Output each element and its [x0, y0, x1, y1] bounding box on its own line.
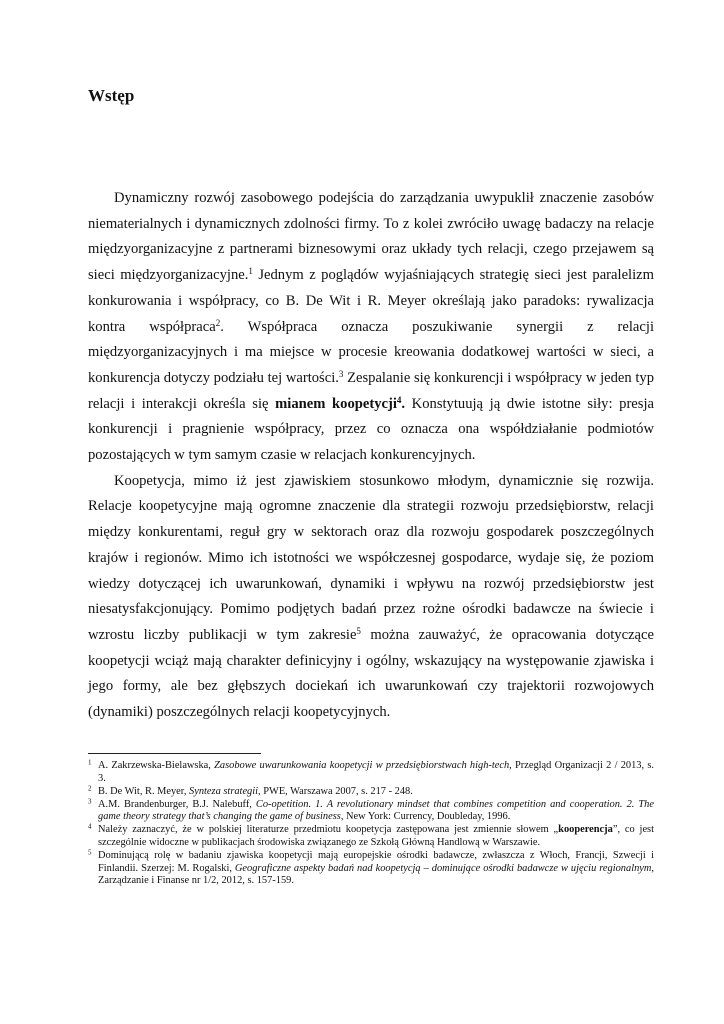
footnote-ref-2: 2: [215, 317, 221, 328]
footnote-text: , PWE, Warszawa 2007, s. 217 - 248.: [258, 785, 413, 797]
p1-text-2: Jednym z poglądów wyjaśniających strategię sieci jest paralelizm konkurowania i współpracy, co B. De Wit i R. Meyer określają jako paradoks: rywalizacja kontra współpraca: [88, 267, 654, 335]
p1-text-3: . Współpraca oznacza poszukiwanie synergii z relacji międzyorganizacyjnych i ma miejsce w procesie kreowania dodatkowej wartości w sieci, a konkurencja dotyczy podziału tej wartości.: [88, 318, 654, 386]
footnote-number: 3: [88, 797, 92, 806]
footnote-title: Geograficzne aspekty badań nad koopetycją – dominujące ośrodki badawcze w ujęciu regionalnym: [234, 862, 652, 874]
footnote-3: [88, 799, 654, 824]
footnote-text: , Przegląd Organizacji 2 / 2013, s. 3.: [98, 760, 654, 784]
footnote-number: 4: [88, 822, 92, 831]
p2-text-1: Koopetycja, mimo iż jest zjawiskiem stosunkowo młodym, dynamicznie się rozwija. Relacje koopetycyjne mają ogromne znaczenie dla strategii rozwoju przedsiębiorstw, relacji między konkurentami, reguł gry w sektorach oraz dla rozwoju gospodarek poszczególnych krajów i regionów. Mimo ich istotności we współczesnej gospodarce, wydaje się, że poziom wiedzy dotyczącej ich uwarunkowań, dynamiki i wpływu na rozwój przedsiębiorstw jest niesatysfakcjonujący. Pomimo podjętych badań przez rożne ośrodki badawcze na świecie i wzrostu liczby publikacji w tym zakresie: [88, 472, 654, 643]
footnote-number: 5: [88, 848, 92, 857]
footnote-ref-3: 3: [338, 368, 344, 379]
footnote-bold-term: kooperencja: [558, 824, 613, 836]
section-title: Wstęp: [88, 86, 135, 105]
footnote-1: [88, 760, 654, 785]
footnote-separator: [88, 753, 261, 754]
footnote-title: Synteza strategii: [189, 785, 259, 797]
footnote-text: ”, co jest szczególnie widoczne w publikacjach środowiska związanego ze Szkołą Główną Handlową w Warszawie.: [98, 824, 654, 849]
footnote-2: [88, 786, 654, 799]
body-text: [88, 186, 654, 726]
footnote-4: [88, 824, 654, 849]
footnote-text: Dominującą rolę w badaniu zjawiska koopetycji mają europejskie ośrodki badawcze, zwłaszcza z Włoch, Francji, Szwecji i Finlandii. Szerzej: M. Rogalski,: [98, 850, 654, 874]
paragraph-2: [88, 469, 654, 726]
footnote-text: , Zarządzanie i Finanse nr 1/2, 2012, s. 157-159.: [98, 862, 654, 887]
footnote-ref-4: 4: [396, 394, 402, 405]
footnotes: [88, 760, 654, 888]
footnote-title: Co-opetition. 1. A revolutionary mindset that combines competition and cooperation. 2. The game theory strategy that’s changing the game of business: [98, 798, 654, 823]
p1-text-1: Dynamiczny rozwój zasobowego podejścia do zarządzania uwypuklił znaczenie zasobów niematerialnych i dynamicznych zdolności firmy. To z kolei zwróciło uwagę badaczy na relacje międzyorganizacyjne z partnerami biznesowymi oraz układy tych relacji, czego przejawem są sieci międzyorganizacyjne.: [88, 190, 654, 284]
footnote-ref-5: 5: [356, 626, 361, 637]
p1-bold-term: mianem koopetycji: [275, 395, 397, 412]
footnote-ref-1: 1: [248, 266, 253, 277]
footnote-number: 2: [88, 784, 92, 793]
footnote-text: , New York: Currency, Doubleday, 1996.: [340, 811, 511, 823]
p1-text-4: Zespalanie się konkurencji i współpracy w jeden typ relacji i interakcji określa się: [88, 369, 654, 412]
p2-text-2: można zauważyć, że opracowania dotyczące koopetycji wciąż mają charakter definicyjny i ogólny, wskazujący na występowanie zjawiska i jego formy, ale bez głębszych dociekań ich uwarunkowań czy trajektorii rozwojowych (dynamiki) poszczególnych relacji koopetycyjnych.: [88, 626, 654, 721]
footnote-text: A.M. Brandenburger, B.J. Nalebuff,: [98, 798, 256, 810]
footnote-text: A. Zakrzewska-Bielawska,: [98, 760, 215, 771]
footnote-number: 1: [88, 758, 92, 767]
footnote-title: Zasobowe uwarunkowania koopetycji w przedsiębiorstwach high-tech: [214, 760, 510, 771]
footnote-5: [88, 850, 654, 888]
footnote-text: B. De Wit, R. Meyer,: [98, 785, 190, 797]
p1-bold-period: .: [401, 395, 406, 412]
p1-text-5: Konstytuują ją dwie istotne siły: presja konkurencji i pragnienie współpracy, przez co oznacza ona współdziałanie podmiotów pozostających w tym samym czasie w relacjach konkurencyjnych.: [88, 395, 654, 464]
paragraph-1: [88, 186, 654, 469]
footnote-text: Należy zaznaczyć, że w polskiej literaturze przedmiotu koopetycja zastępowana jest zmiennie słowem „: [98, 824, 559, 836]
